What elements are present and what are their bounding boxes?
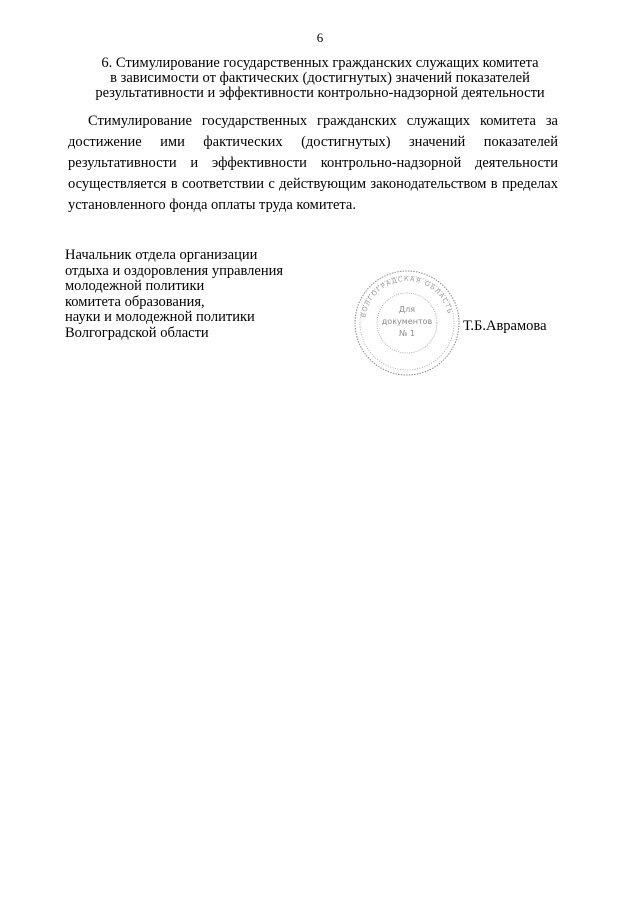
stamp-ring-text: ВОЛГОГРАДСКАЯ ОБЛАСТЬ <box>359 274 455 319</box>
position-line: молодежной политики <box>65 278 205 294</box>
stamp-center-line: № 1 <box>399 329 415 338</box>
signatory-position <box>65 248 315 341</box>
stamp-center-line: Для <box>398 305 416 314</box>
position-line: Начальник отдела организации <box>65 247 258 263</box>
section-heading-line: в зависимости от фактических (достигнутых) значений показателей <box>110 70 530 86</box>
section-heading-line: 6. Стимулирование государственных гражданских служащих комитета <box>101 55 539 71</box>
section-heading <box>70 56 570 101</box>
position-line: отдыха и оздоровления управления <box>65 262 284 279</box>
position-line: комитета образования, <box>65 293 205 310</box>
official-stamp <box>352 268 462 378</box>
section-paragraph: Стимулирование государственных гражданских служащих комитета за достижение ими фактических (достигнутых) значений показателей результативности и эффективности контрольно-надзорной деятельности осуществляется в соответствии с действующим законодательством в пределах установленного фонда оплаты труда комитета. <box>68 113 558 213</box>
section-heading-line: результативности и эффективности контрольно-надзорной деятельности <box>95 85 545 101</box>
position-line: науки и молодежной политики <box>65 309 255 325</box>
page-number: 6 <box>316 30 324 45</box>
stamp-center-line: документов <box>381 317 433 326</box>
signatory-name: Т.Б.Аврамова <box>463 318 547 334</box>
position-line: Волгоградской области <box>65 324 209 341</box>
